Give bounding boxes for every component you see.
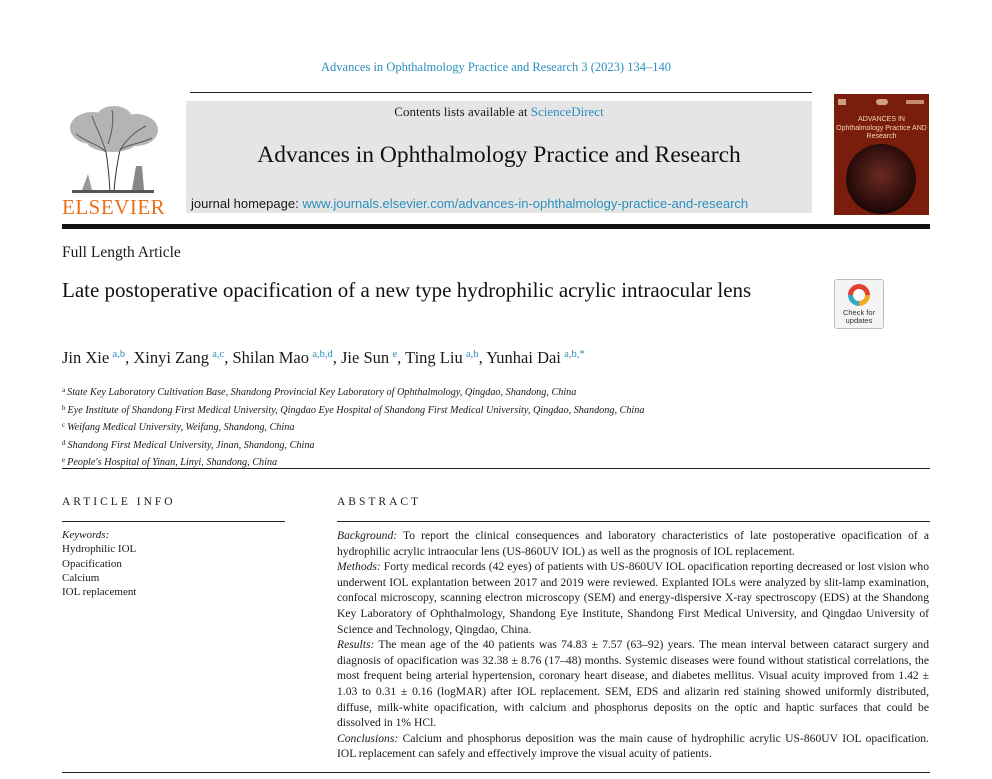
affiliation-label: a bbox=[62, 386, 66, 394]
affiliation-label: b bbox=[62, 403, 66, 412]
cover-logos bbox=[834, 98, 929, 106]
author-name[interactable]: Ting Liu bbox=[405, 348, 463, 367]
author-affiliation-marks[interactable]: a,b,d bbox=[312, 349, 333, 360]
author-list bbox=[62, 348, 585, 368]
abstract-section-label: Conclusions: bbox=[337, 731, 399, 745]
author-separator: , bbox=[332, 348, 341, 367]
author-name[interactable]: Jie Sun bbox=[341, 348, 390, 367]
author-name[interactable]: Shilan Mao bbox=[232, 348, 310, 367]
publisher-wordmark: ELSEVIER bbox=[62, 195, 166, 219]
bottom-rule bbox=[62, 772, 930, 773]
check-updates-label: Check for updates bbox=[842, 308, 876, 325]
contents-availability bbox=[186, 104, 812, 120]
affiliation-label: d bbox=[62, 438, 66, 447]
author-name[interactable]: Xinyi Zang bbox=[133, 348, 209, 367]
abstract-heading: ABSTRACT bbox=[337, 496, 422, 508]
article-type: Full Length Article bbox=[62, 244, 181, 261]
journal-homepage bbox=[191, 196, 811, 211]
homepage-prefix: journal homepage: bbox=[191, 196, 303, 211]
journal-title: Advances in Ophthalmology Practice and Research bbox=[257, 142, 741, 168]
article-info-heading: ARTICLE INFO bbox=[62, 496, 176, 508]
author-affiliation-marks[interactable]: a,c bbox=[212, 349, 225, 360]
abstract-conclusions bbox=[337, 731, 929, 762]
abstract-body bbox=[337, 528, 929, 762]
author-name[interactable]: Yunhai Dai bbox=[486, 348, 561, 367]
affiliation-text: People's Hospital of Yinan, Linyi, Shandong, China bbox=[67, 457, 278, 469]
affiliation-text: Weifang Medical University, Weifang, Shandong, China bbox=[67, 422, 295, 434]
abstract-section-text: Forty medical records (42 eyes) of patients with US-860UV IOL opacification reporting decreased or lost vision who underwent IOL explantation between 2017 and 2019 were reviewed. Explanted IOLs were analyzed by slit-lamp examination, confocal microscopy, scanning electron microscopy (SEM) and energy-dispersive X-ray spectroscopy (EDS) at the Shandong Key Laboratory of Ophthalmology, Shandong Eye Institute, Shandong First Medical University, and Qingdao University of Science and Technology, Qingdao, China. bbox=[337, 560, 929, 636]
abstract-section-text: To report the clinical consequences and laboratory characteristics of late postoperative opacification of a hydrophilic acrylic intraocular lens (US-860UV IOL) as well as the prognosis of IOL replacement. bbox=[337, 529, 929, 558]
affiliation-item bbox=[62, 418, 932, 436]
keyword-item: IOL replacement bbox=[62, 586, 137, 599]
keyword-item: Calcium bbox=[62, 571, 100, 584]
author-separator: , bbox=[397, 348, 406, 367]
abstract-section-text: Calcium and phosphorus deposition was the main cause of hydrophilic acrylic US-860UV IOL opacification. IOL replacement can safely and effectively improve the visual acuity of patients. bbox=[337, 731, 929, 761]
journal-cover[interactable] bbox=[834, 94, 929, 215]
article-title: Late postoperative opacification of a new type hydrophilic acrylic intraocular lens bbox=[62, 278, 752, 302]
keyword-item: Opacification bbox=[62, 557, 122, 570]
affiliation-label: e bbox=[62, 456, 66, 465]
author-separator: , bbox=[478, 348, 487, 367]
journal-reference[interactable]: Advances in Ophthalmology Practice and Research 3 (2023) 134–140 bbox=[321, 60, 671, 74]
abstract-section-label: Results: bbox=[337, 638, 375, 652]
sciencedirect-link[interactable]: ScienceDirect bbox=[530, 104, 604, 119]
abstract-section-text: The mean age of the 40 patients was 74.83 ± 7.57 (63–92) years. The mean interval between cataract surgery and diagnosis of opacification was 32.38 ± 8.76 (17–48) months. Systemic diseases were found without statistical correlations, the most frequent being arterial hypertension, coronary heart disease, and diabetes mellitus. Visual acuity improved from 1.42 ± 1.03 to 0.31 ± 0.16 (logMAR) after IOL replacement. SEM, EDS and alizarin red staining showed uniformly distributed, diffuse, milk-white opacification, with calcium and phosphorus deposits on the optic and haptic surfaces that could be dissolved in 1% HCl. bbox=[337, 638, 929, 730]
keywords-label: Keywords: bbox=[62, 529, 110, 541]
abstract-results bbox=[337, 637, 929, 731]
author-affiliation-marks[interactable]: a,b bbox=[466, 349, 479, 360]
abstract-section-label: Methods: bbox=[337, 560, 381, 574]
abstract-background bbox=[337, 528, 929, 559]
contents-prefix: Contents lists available at bbox=[394, 104, 531, 119]
author-separator: , bbox=[224, 348, 233, 367]
abstract-section-label: Background: bbox=[337, 529, 398, 542]
author-affiliation-marks[interactable]: a,b bbox=[112, 349, 126, 360]
affiliation-item bbox=[62, 383, 932, 401]
affiliation-label: c bbox=[62, 421, 66, 430]
check-for-updates-button[interactable] bbox=[834, 279, 884, 329]
keyword-item: Hydrophilic IOL bbox=[62, 543, 137, 556]
affiliation-text: State Key Laboratory Cultivation Base, Shandong Provincial Key Laboratory of Ophthalmology, Qingdao, Shandong, China bbox=[67, 387, 577, 398]
affiliation-item bbox=[62, 401, 932, 419]
abstract-rule bbox=[337, 521, 930, 522]
author-name[interactable]: Jin Xie bbox=[62, 348, 110, 367]
affiliation-list bbox=[62, 383, 932, 471]
homepage-link[interactable]: www.journals.elsevier.com/advances-in-ophthalmology-practice-and-research bbox=[302, 196, 749, 211]
section-divider bbox=[62, 468, 930, 469]
article-info-rule bbox=[62, 521, 285, 522]
affiliation-text: Shandong First Medical University, Jinan, Shandong, China bbox=[67, 439, 315, 451]
cover-eye-image bbox=[846, 144, 916, 214]
author-affiliation-marks[interactable]: a,b,* bbox=[564, 349, 585, 360]
affiliation-item bbox=[62, 436, 932, 454]
check-updates-icon-center bbox=[853, 289, 865, 301]
author-affiliation-marks[interactable]: e bbox=[392, 349, 398, 360]
author-separator: , bbox=[125, 348, 134, 367]
header-top-rule bbox=[190, 92, 812, 93]
abstract-methods bbox=[337, 559, 929, 637]
header-thick-rule bbox=[62, 224, 930, 229]
keywords-block bbox=[62, 528, 136, 599]
cover-title: ADVANCES IN Ophthalmology Practice AND Research bbox=[836, 116, 927, 140]
affiliation-text: Eye Institute of Shandong First Medical University, Qingdao Eye Hospital of Shandong First Medical University, Qingdao, Shandong, China bbox=[67, 404, 645, 416]
